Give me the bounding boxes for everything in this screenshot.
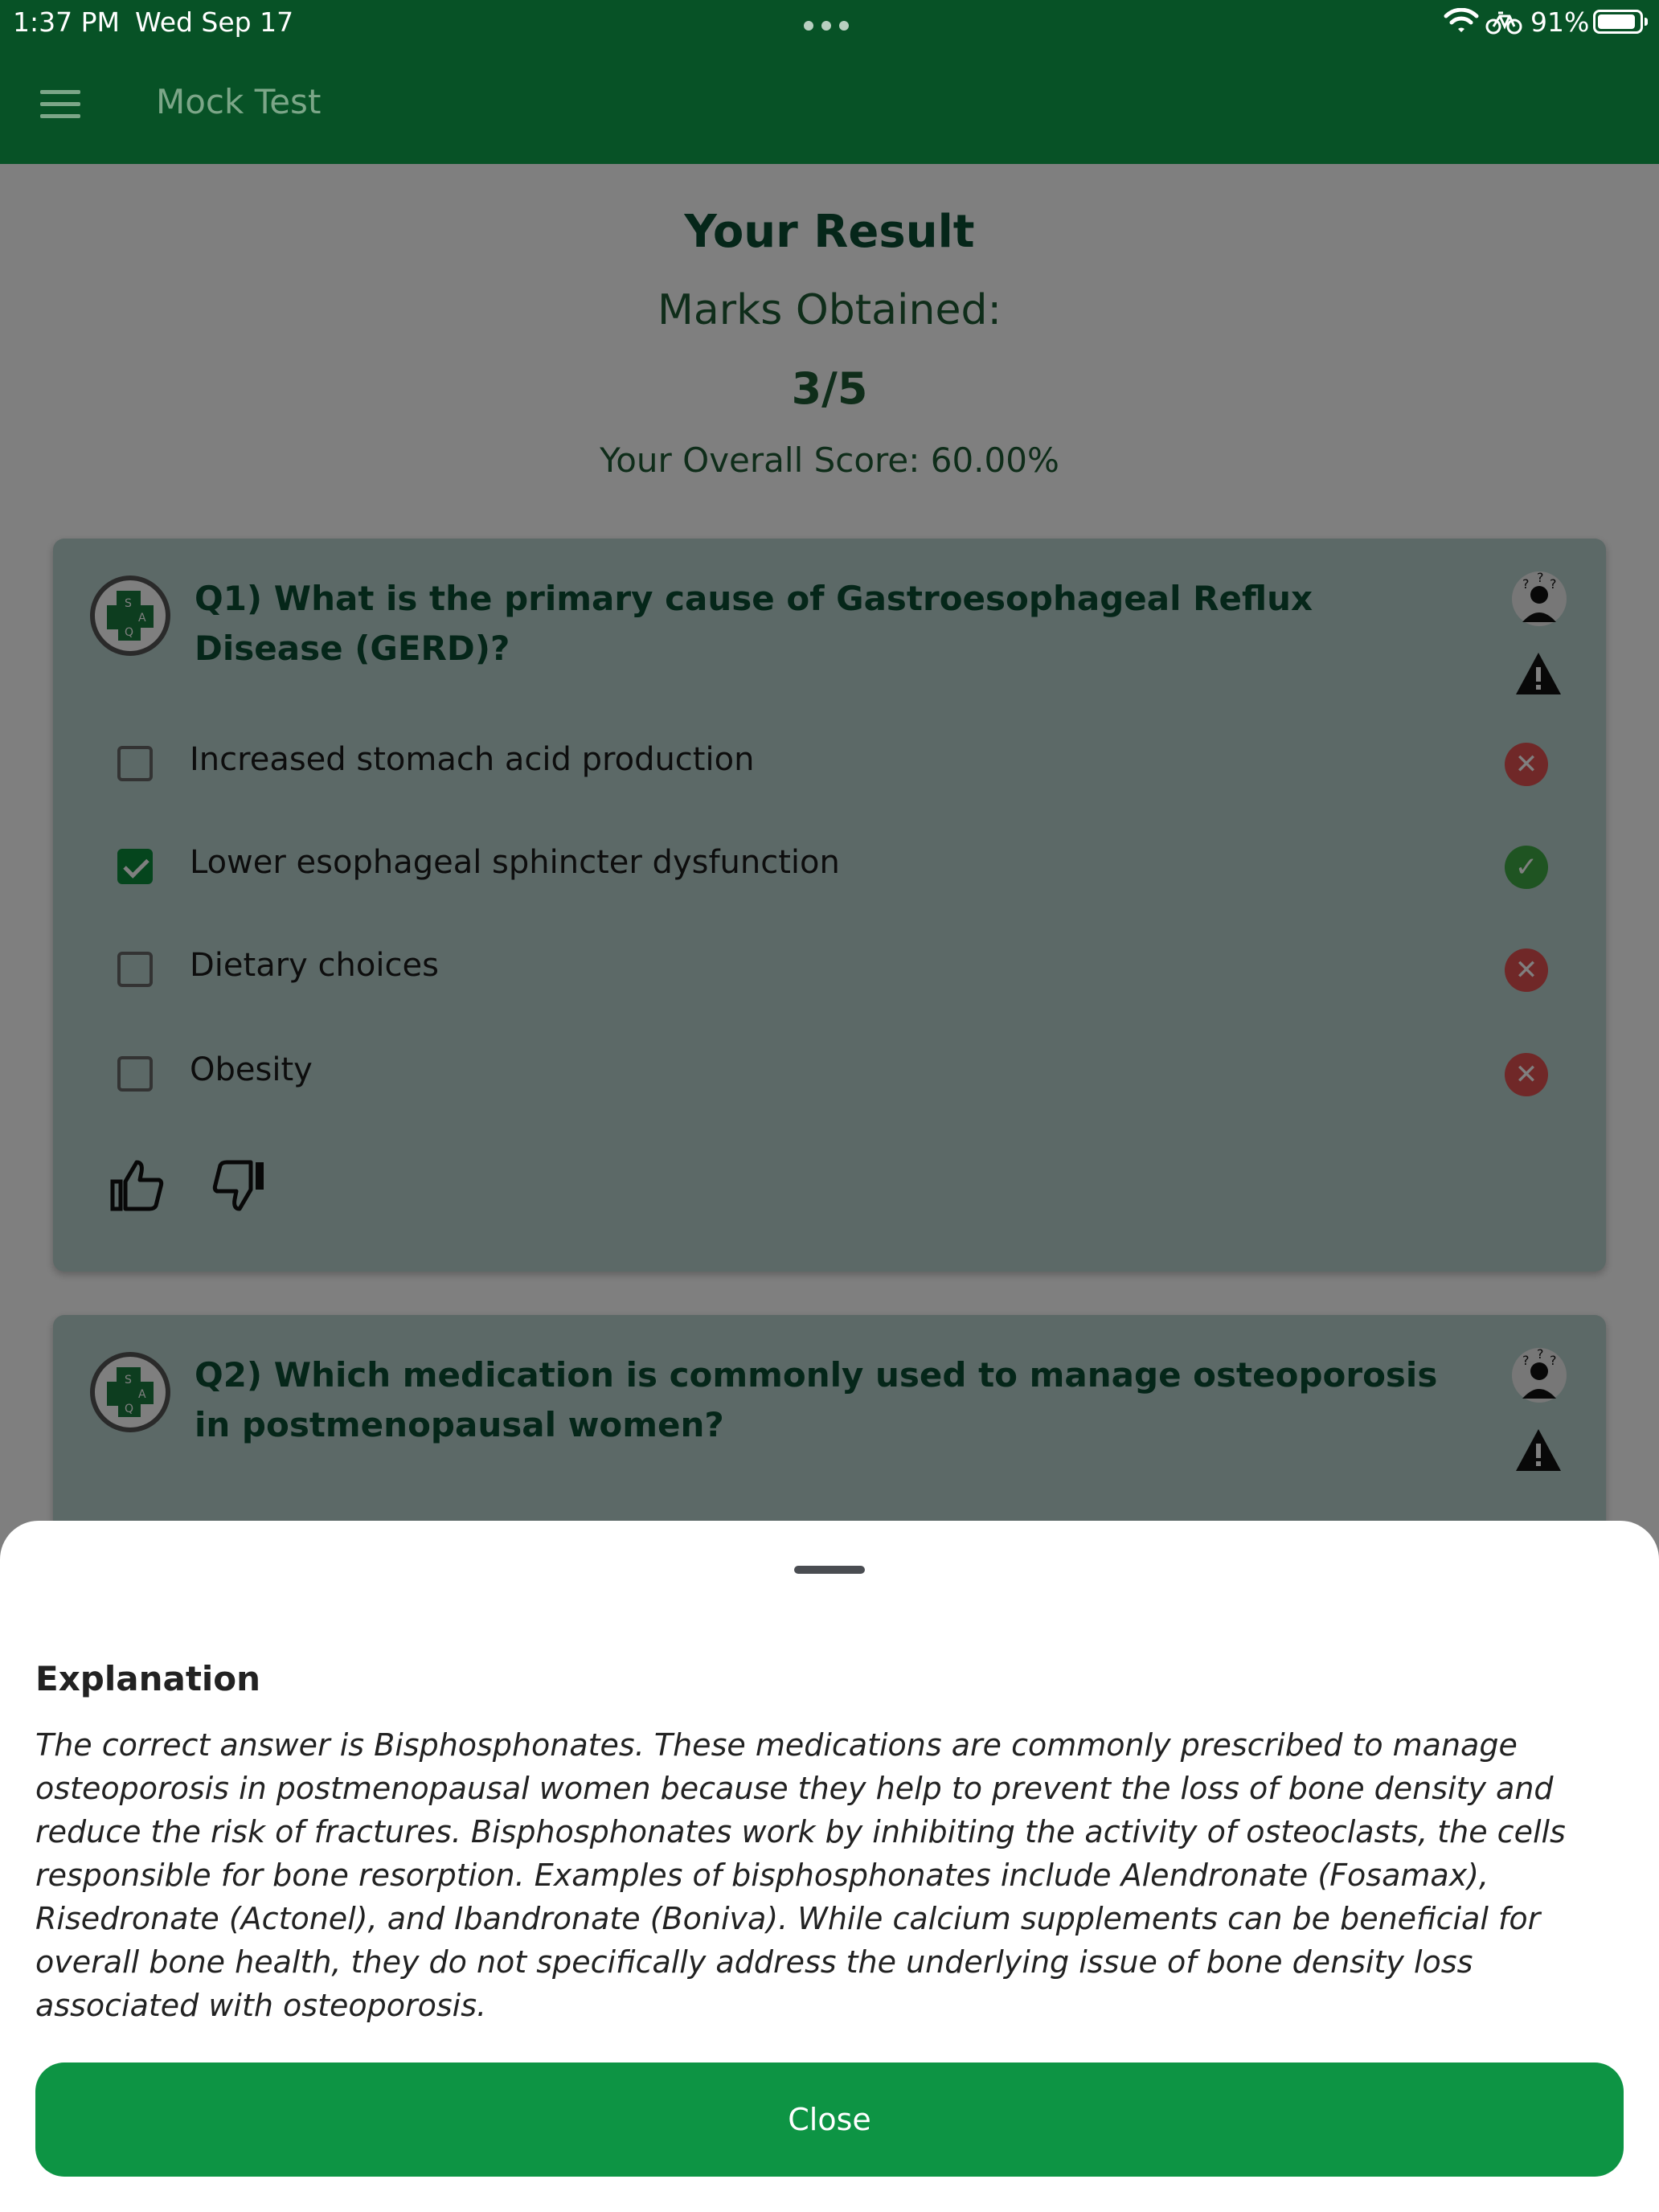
status-time: 1:37 PM: [13, 6, 120, 38]
multitasking-dots-icon[interactable]: [804, 21, 849, 31]
battery-percent: 91%: [1530, 6, 1590, 38]
status-date: Wed Sep 17: [135, 6, 294, 38]
close-button[interactable]: Close: [35, 2062, 1624, 2177]
sheet-drag-handle[interactable]: [794, 1566, 865, 1574]
app-bar-title: Mock Test: [156, 82, 322, 121]
hamburger-menu-icon[interactable]: [40, 90, 80, 119]
wifi-icon: [1444, 8, 1479, 35]
explanation-title: Explanation: [35, 1659, 261, 1698]
explanation-bottom-sheet: [0, 1521, 1659, 2212]
bicycle-icon: [1485, 8, 1522, 35]
app-bar: [0, 47, 1659, 164]
status-bar: [0, 0, 1659, 47]
explanation-text: The correct answer is Bisphosphonates. These medications are commonly prescribed to manage osteoporosis in postmenopausal women because they help to prevent the loss of bone density and reduce the risk of fractures. Bisphosphonates work by inhibiting the activity of osteoclasts, the cells responsible for bone resorption. Examples of bisphosphonates include Alendronate (Fosamax), Risedronate (Actonel), and Ibandronate (Boniva). While calcium supplements can be beneficial for overall bone health, they do not specifically address the underlying issue of bone density loss associated with osteoporosis.: [35, 1727, 1566, 2023]
battery-icon: [1593, 10, 1643, 34]
